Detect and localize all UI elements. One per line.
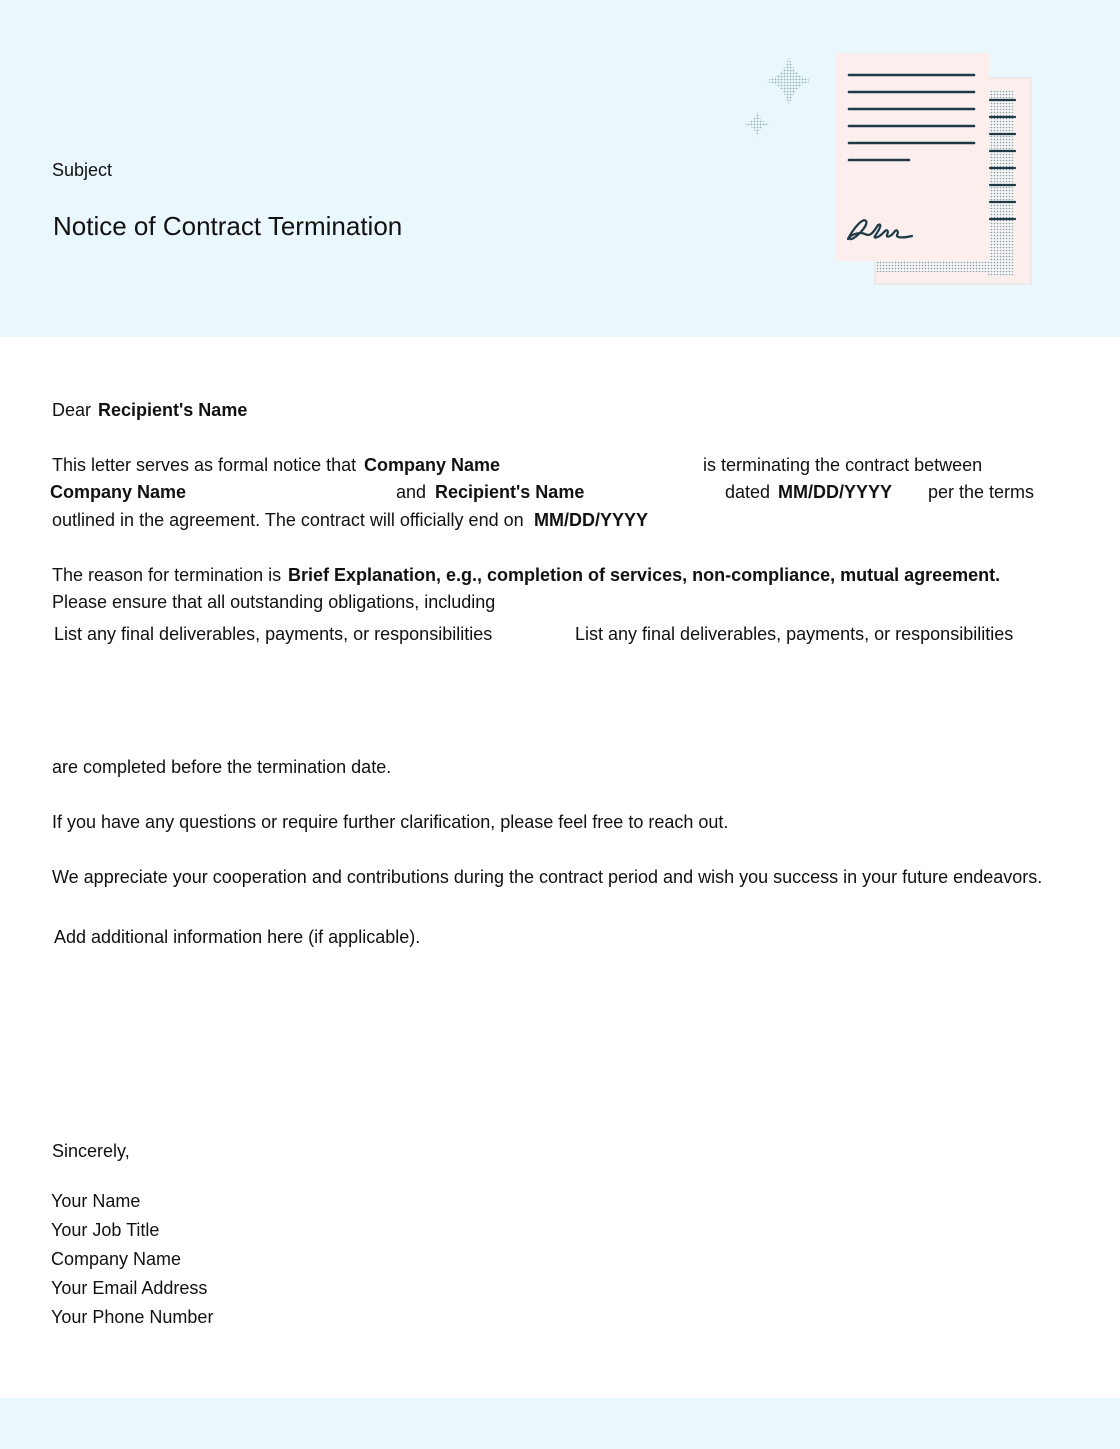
reason-field[interactable]: Brief Explanation, e.g., completion of services, non-compliance, mutual agreement. xyxy=(288,565,1001,585)
paragraph-intro-text: This letter serves as formal notice that xyxy=(52,455,357,475)
closing: Sincerely, xyxy=(52,1141,130,1161)
and-text: and xyxy=(396,482,427,502)
signature-name[interactable]: Your Name xyxy=(51,1191,141,1211)
signature-email[interactable]: Your Email Address xyxy=(51,1278,208,1298)
greeting: Dear xyxy=(52,400,92,420)
footer-band xyxy=(0,1398,1120,1449)
end-date-text: outlined in the agreement. The contract will officially end on xyxy=(52,510,524,530)
subject-label: Subject xyxy=(52,160,113,180)
obligations-intro-text: Please ensure that all outstanding obligations, including xyxy=(52,592,496,612)
reason-intro-text: The reason for termination is xyxy=(52,565,282,585)
end-date-field[interactable]: MM/DD/YYYY xyxy=(534,510,649,530)
paragraph-mid-text: is terminating the contract between xyxy=(703,455,983,475)
company-name-field-2[interactable]: Company Name xyxy=(50,482,187,502)
questions-text: If you have any questions or require further clarification, please feel free to reach out. xyxy=(52,812,729,832)
obligation-field[interactable]: List any final deliverables, payments, or responsibilities xyxy=(54,624,493,644)
contract-date-field[interactable]: MM/DD/YYYY xyxy=(778,482,893,502)
company-name-field[interactable]: Company Name xyxy=(364,455,501,475)
signed-document-icon xyxy=(735,45,1045,295)
dated-text: dated xyxy=(725,482,771,502)
obligation-field[interactable]: List any final deliverables, payments, or responsibilities xyxy=(575,624,1014,644)
completion-text: are completed before the termination date. xyxy=(52,757,392,777)
recipient-name-field-2[interactable]: Recipient's Name xyxy=(435,482,585,502)
signature-company[interactable]: Company Name xyxy=(51,1249,182,1269)
recipient-name-field[interactable]: Recipient's Name xyxy=(98,400,248,420)
appreciation-text: We appreciate your cooperation and contributions during the contract period and wish you success in your future endeavors. xyxy=(52,867,1043,887)
signature-job-title[interactable]: Your Job Title xyxy=(51,1220,160,1240)
additional-info-field[interactable]: Add additional information here (if applicable). xyxy=(54,927,421,947)
signature-phone[interactable]: Your Phone Number xyxy=(51,1307,214,1327)
sparkle-icon xyxy=(763,53,815,109)
sparkle-icon xyxy=(744,111,770,137)
terms-text: per the terms xyxy=(928,482,1035,502)
page-title: Notice of Contract Termination xyxy=(53,211,403,241)
